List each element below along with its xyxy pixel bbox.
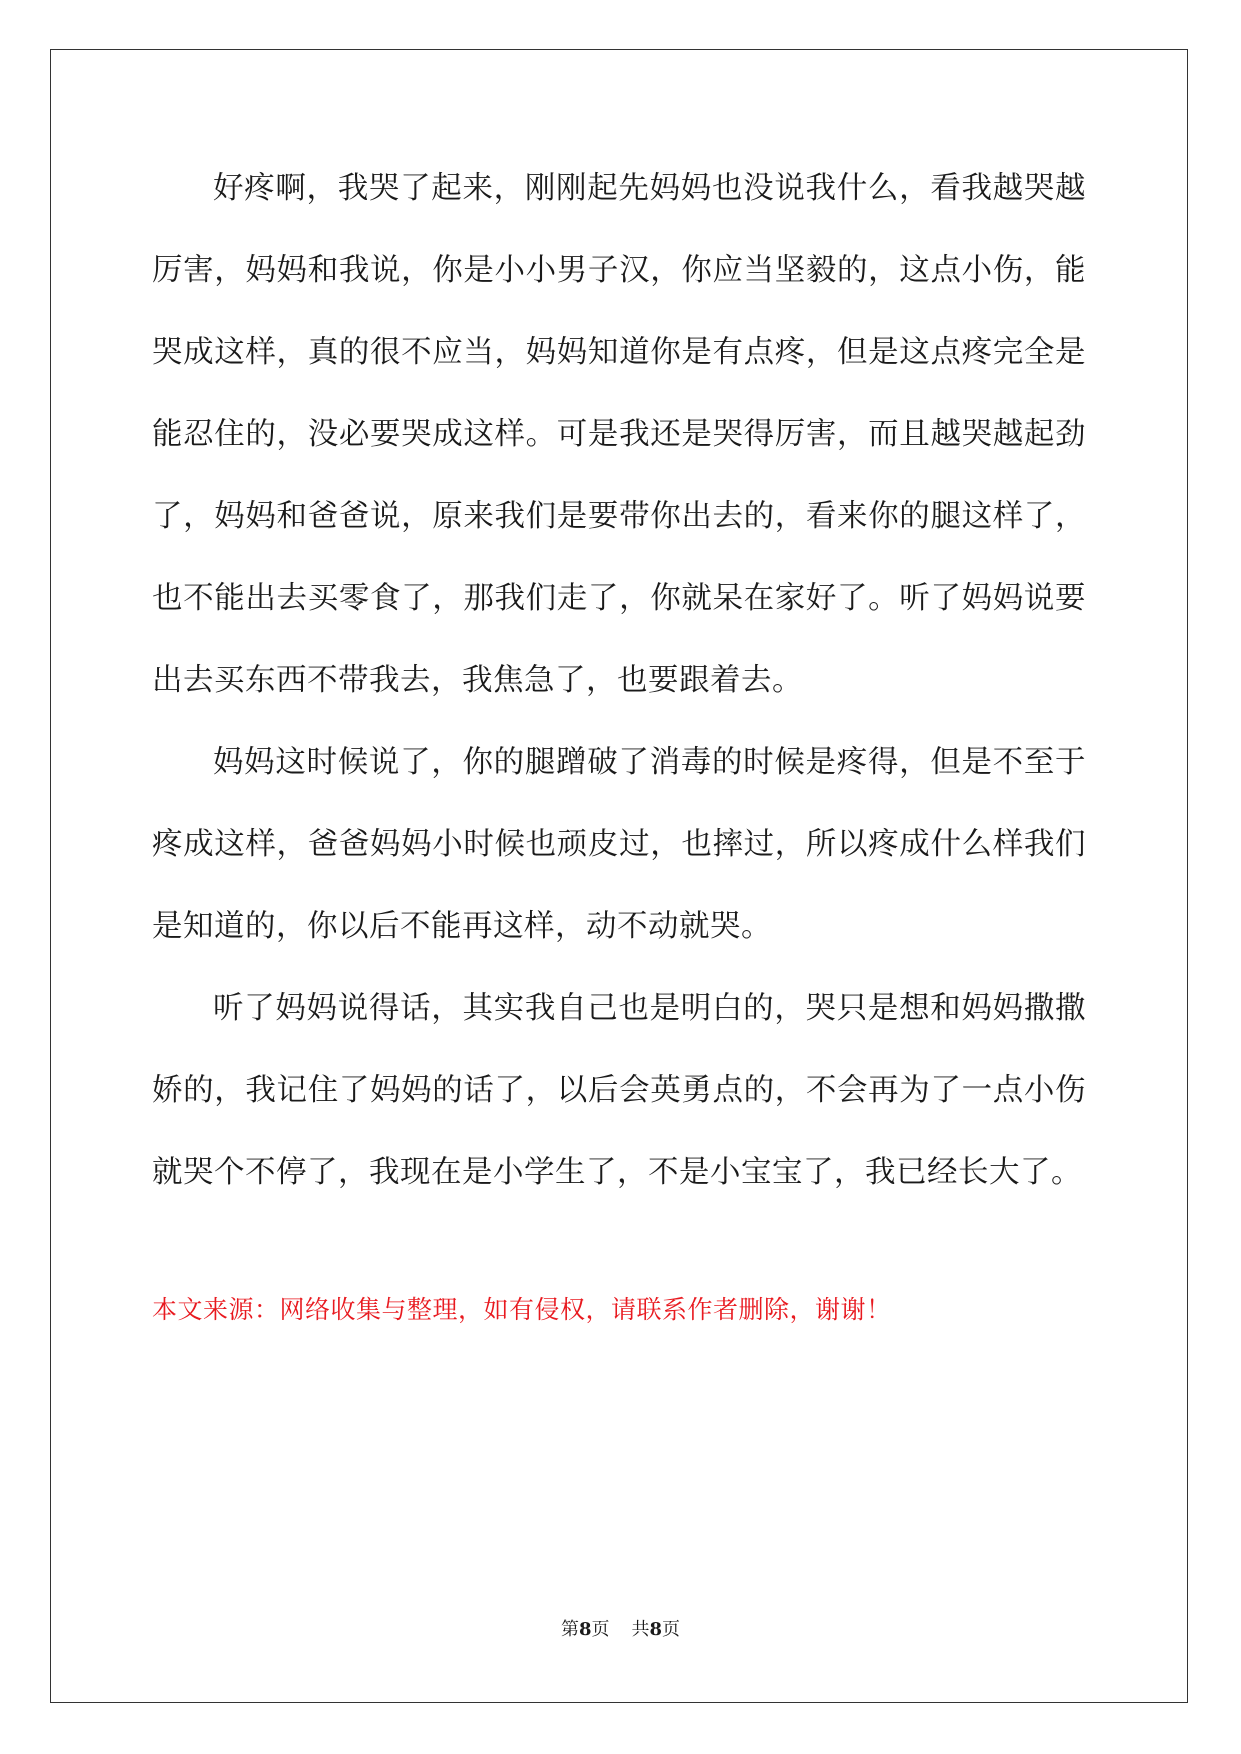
source-note: 本文来源：网络收集与整理，如有侵权，请联系作者删除，谢谢！	[152, 1295, 892, 1324]
document-body	[152, 148, 1086, 1214]
total-prefix: 共	[631, 1619, 650, 1640]
paragraph-1: 好疼啊，我哭了起来，刚刚起先妈妈也没说我什么，看我越哭越厉害，妈妈和我说，你是小小男子汉，你应当坚毅的，这点小伤，能哭成这样，真的很不应当，妈妈知道你是有点疼，但是这点疼完全是能忍住的，没必要哭成这样。可是我还是哭得厉害，而且越哭越起劲了，妈妈和爸爸说，原来我们是要带你出去的，看来你的腿这样了，也不能出去买零食了，那我们走了，你就呆在家好了。听了妈妈说要出去买东西不带我去，我焦急了，也要跟着去。	[152, 171, 1086, 698]
paragraph-3: 听了妈妈说得话，其实我自己也是明白的，哭只是想和妈妈撒撒娇的，我记住了妈妈的话了，以后会英勇点的，不会再为了一点小伤就哭个不停了，我现在是小学生了，不是小宝宝了，我已经长大了。	[152, 991, 1086, 1190]
page-total: 8	[649, 1619, 663, 1640]
paragraph-2: 妈妈这时候说了，你的腿蹭破了消毒的时候是疼得，但是不至于疼成这样，爸爸妈妈小时候也顽皮过，也摔过，所以疼成什么样我们是知道的，你以后不能再这样，动不动就哭。	[152, 745, 1086, 944]
page-current: 8	[578, 1619, 592, 1640]
page-suffix: 页	[591, 1619, 610, 1640]
total-suffix: 页	[662, 1619, 681, 1640]
page-prefix: 第	[560, 1619, 579, 1640]
page-footer	[0, 1618, 1241, 1642]
